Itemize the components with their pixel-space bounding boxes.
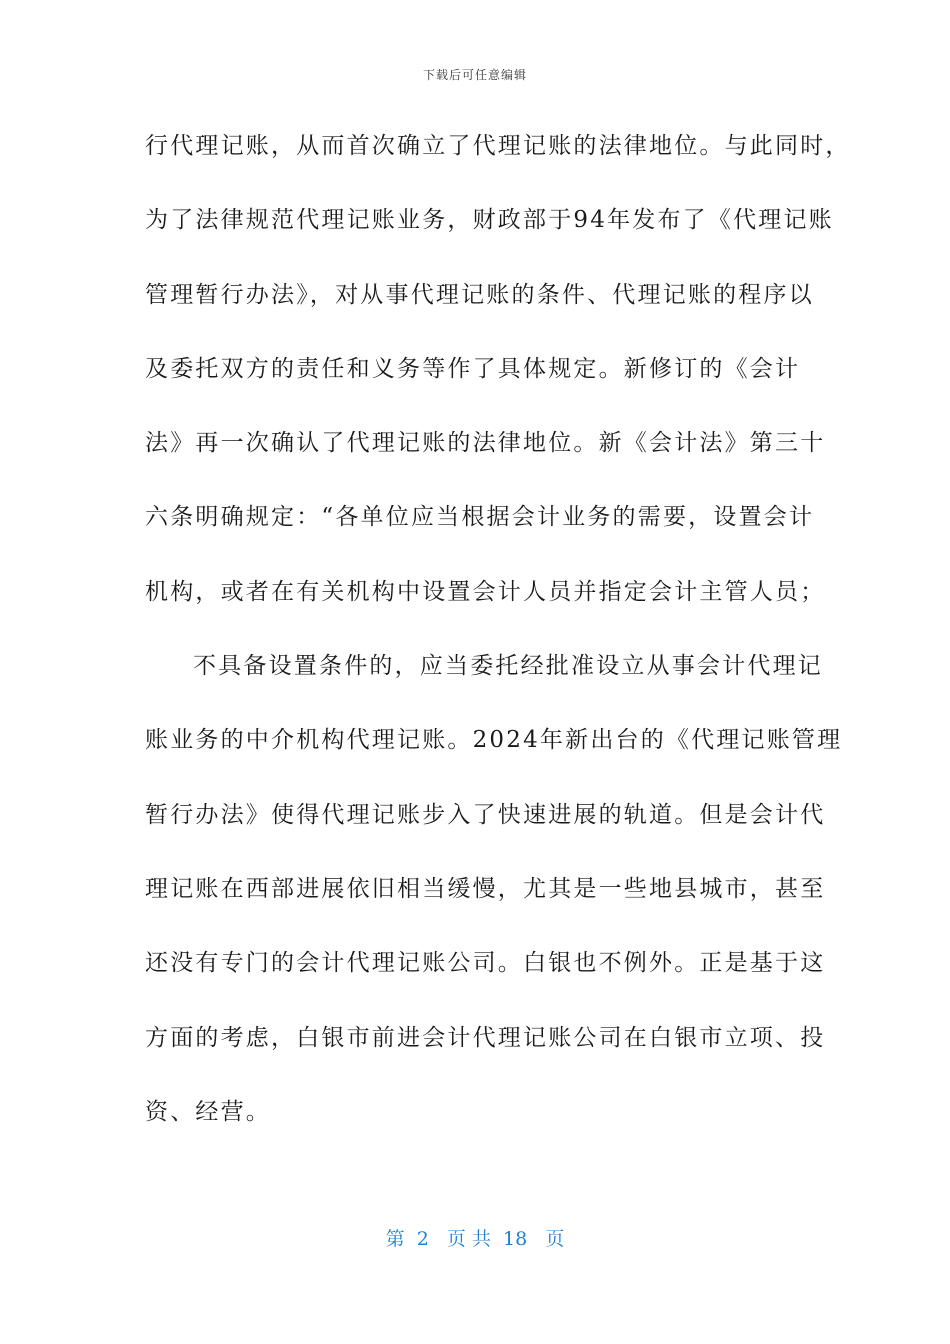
text-line: 机构，或者在有关机构中设置会计人员并指定会计主管人员； xyxy=(145,578,826,605)
page-header: 下载后可任意编辑 xyxy=(422,68,527,82)
text-line: 暂行办法》使得代理记账步入了快速进展的轨道。但是会计代 xyxy=(145,801,826,828)
text-line: 行代理记账，从而首次确立了代理记账的法律地位。与此同时， xyxy=(145,133,851,159)
text-line: 方面的考虑，白银市前进会计代理记账公司在白银市立项、投 xyxy=(145,1024,826,1051)
text-line: 还没有专门的会计代理记账公司。白银也不例外。正是基于这 xyxy=(145,950,826,977)
text-line: 法》再一次确认了代理记账的法律地位。新《会计法》第三十 xyxy=(145,430,826,457)
text-line: 管理暂行办法》，对从事代理记账的条件、代理记账的程序以 xyxy=(145,281,814,308)
text-line: 资、经营。 xyxy=(145,1098,271,1125)
text-line: 为了法律规范代理记账业务，财政部于94年发布了《代理记账 xyxy=(145,207,834,234)
text-line: 六条明确规定：“各单位应当根据会计业务的需要，设置会计 xyxy=(145,504,815,531)
document-body xyxy=(145,122,851,1162)
paragraph-start-line: 不具备设置条件的，应当委托经批准设立从事会计代理记 xyxy=(193,653,823,680)
text-line: 理记账在西部进展依旧相当缓慢，尤其是一些地县城市，甚至 xyxy=(145,875,826,902)
page-number-footer: 第 2 页 共 18 页 xyxy=(385,1228,565,1250)
text-line: 及委托双方的责任和义务等作了具体规定。新修订的《会计 xyxy=(145,355,801,382)
text-line: 账业务的中介机构代理记账。2024年新出台的《代理记账管理 xyxy=(145,727,843,754)
